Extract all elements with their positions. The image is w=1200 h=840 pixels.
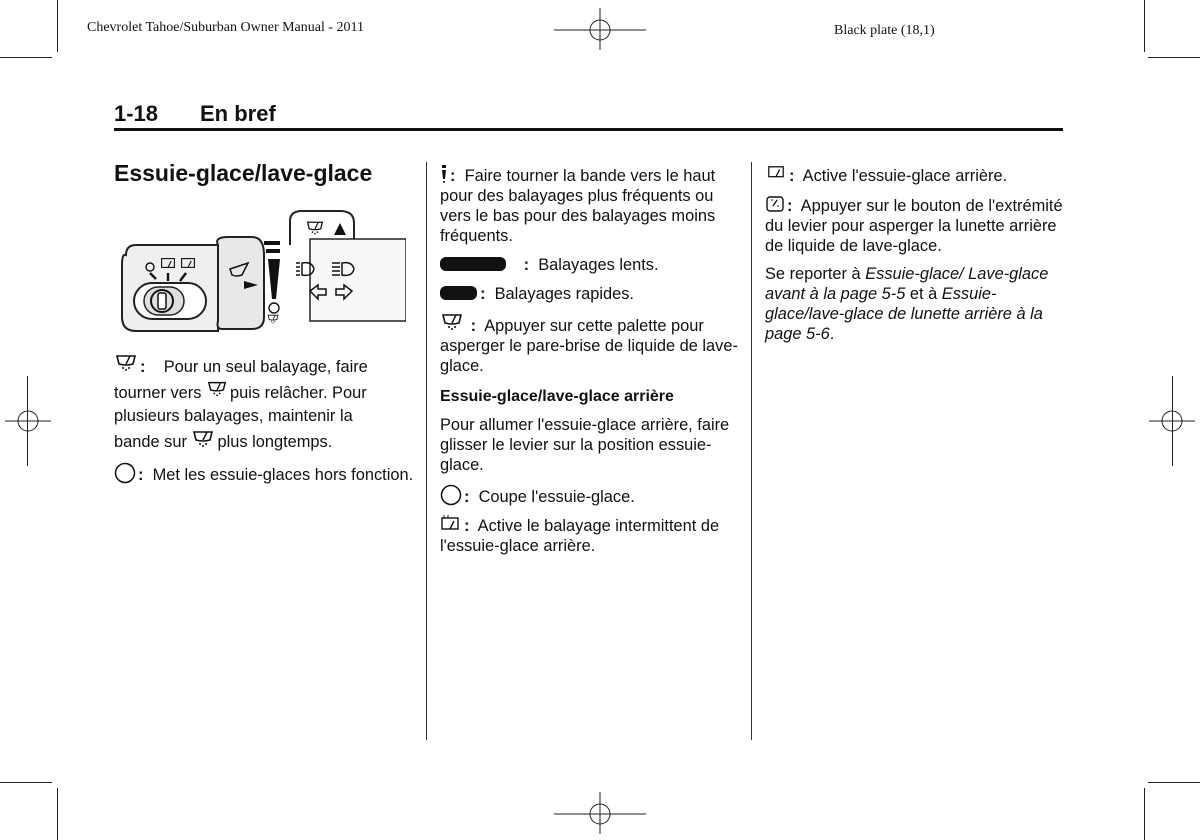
registration-mark-top (554, 6, 646, 50)
registration-mark-bottom (554, 792, 646, 836)
rear-wash-instruction (765, 194, 1065, 256)
crop-mark (1144, 788, 1145, 840)
delay-instruction (440, 165, 740, 246)
rear-off-instruction (440, 484, 740, 507)
ref-link-front[interactable]: Essuie-glace/ Lave-glace avant à la page 5-5 (765, 265, 1049, 303)
high-text: Balayages rapides. (494, 285, 634, 303)
mist-text-f: plus longtemps. (217, 433, 333, 451)
rear-wiper-icon (765, 165, 787, 183)
rear-on-sep: : (789, 167, 795, 185)
chapter-heading (114, 101, 276, 127)
crop-mark (0, 57, 52, 58)
delay-sep: : (450, 167, 456, 185)
mist-text-b: tourner vers (114, 384, 202, 402)
section-title: Essuie-glace/lave-glace (114, 160, 373, 186)
low-text: Balayages lents. (538, 256, 659, 274)
rear-int-text: Active le balayage intermittent de l'essuie-glace arrière. (440, 517, 720, 555)
rear-wiper-heading: Essuie-glace/lave-glace arrière (440, 388, 674, 405)
rear-on-text: Active l'essuie-glace arrière. (802, 167, 1008, 185)
high-speed-instruction (440, 284, 740, 304)
mist-text-c: puis relâcher. Pour (230, 384, 367, 402)
mist-text-d: plusieurs balayages, maintenir la (114, 407, 353, 425)
header-manual-title: Chevrolet Tahoe/Suburban Owner Manual - 2011 (87, 20, 365, 35)
chapter-title: En bref (200, 101, 276, 126)
low-speed-bar-icon (440, 257, 508, 271)
rear-wash-text: Appuyer sur le bouton de l'extrémité du levier pour asperger la lunette arrière de liquide de lave-glace. (765, 197, 1063, 255)
rear-off-text: Coupe l'essuie-glace. (478, 488, 635, 506)
off-circle-icon (440, 484, 462, 506)
rear-off-sep: : (464, 488, 470, 506)
off-text: Met les essuie-glaces hors fonction. (152, 466, 414, 484)
see-also-reference (765, 264, 1065, 344)
mist-sep: : (140, 358, 146, 376)
mist-text-e: bande sur (114, 433, 187, 451)
high-speed-bar-icon (440, 286, 478, 300)
column-2 (440, 165, 740, 556)
low-speed-instruction (440, 255, 740, 275)
delay-text: Faire tourner la bande vers le haut pour des balayages plus fréquents ou vers le bas pour des balayages moins fréquents. (440, 167, 716, 245)
washer-instruction (440, 311, 740, 376)
mist-text-a: Pour un seul balayage, faire (163, 358, 368, 376)
ref-text-c: et à (905, 285, 942, 303)
rear-intermittent-instruction (440, 515, 740, 556)
rear-intermittent-icon (440, 515, 462, 533)
mist-icon (191, 428, 215, 450)
crop-mark (1148, 57, 1200, 58)
high-sep: : (480, 285, 486, 303)
ref-link-rear[interactable]: Essuie-glace/lave-glace de lunette arrière à la page 5-6 (765, 285, 1043, 343)
crop-mark (0, 782, 52, 783)
column-divider (426, 162, 427, 740)
off-instruction (114, 462, 414, 485)
washer-sep: : (470, 317, 477, 335)
chapter-number: 1-18 (114, 101, 159, 126)
mist-icon (114, 352, 138, 374)
washer-mist-icon (440, 311, 464, 333)
rear-on-instruction (765, 165, 1065, 186)
crop-mark (57, 0, 58, 52)
rear-intro: Pour allumer l'essuie-glace arrière, faire glisser le levier sur la position essuie-glace. (440, 416, 730, 474)
mist-icon (206, 379, 228, 399)
washer-text: Appuyer sur cette palette pour asperger le pare-brise de liquide de lave-glace. (440, 317, 738, 375)
crop-mark (57, 788, 58, 840)
column-1 (114, 352, 414, 485)
rear-washer-icon (765, 194, 785, 214)
low-sep: : (523, 256, 530, 274)
registration-mark-right (1149, 398, 1195, 444)
crop-mark (1144, 0, 1145, 52)
ref-text-e: . (829, 325, 835, 343)
registration-mark-left (5, 398, 51, 444)
chapter-rule (114, 128, 1063, 131)
header-plate: Black plate (18,1) (834, 23, 935, 38)
mist-instruction (114, 352, 414, 454)
crop-mark (1148, 782, 1200, 783)
delay-band-icon (440, 165, 448, 183)
off-circle-icon (114, 462, 136, 484)
rear-int-sep: : (464, 517, 470, 535)
rear-wash-sep: : (787, 197, 793, 215)
off-sep: : (138, 466, 144, 484)
column-3 (765, 165, 1065, 344)
column-divider (751, 162, 752, 740)
ref-text-a: Se reporter à (765, 265, 866, 283)
wiper-lever-illustration (114, 205, 406, 335)
